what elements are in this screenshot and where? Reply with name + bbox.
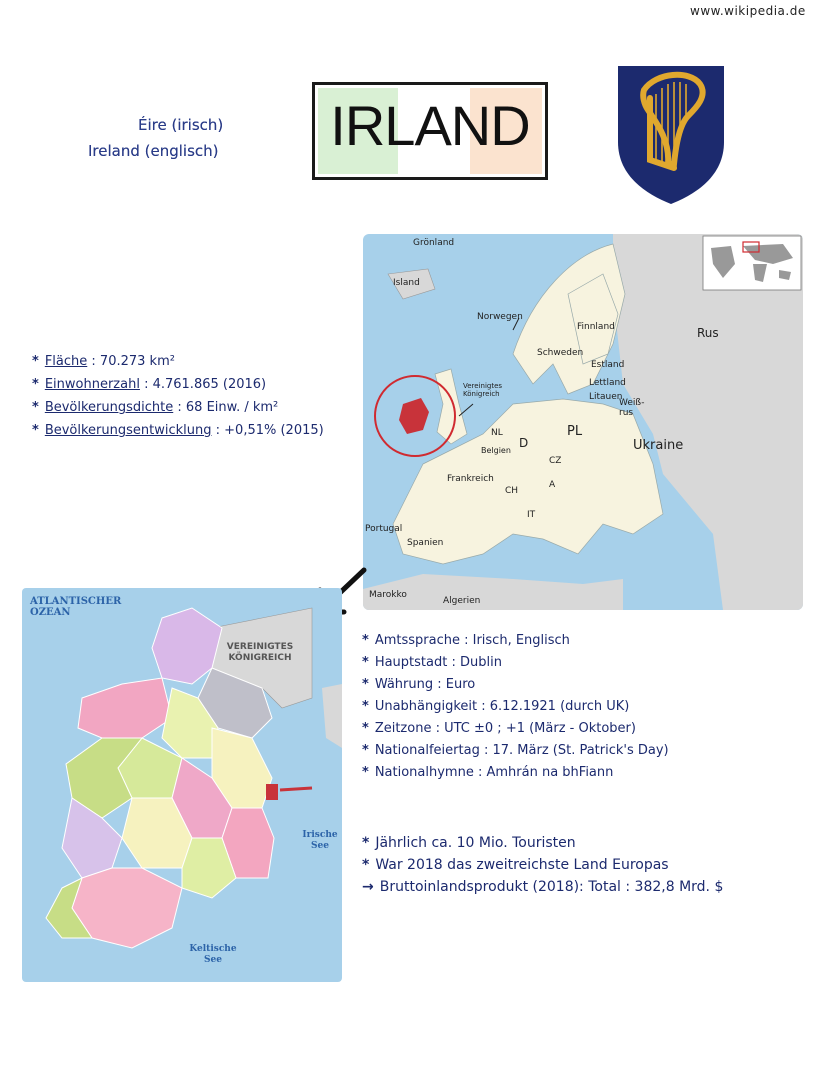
name-english: Ireland (englisch) <box>88 142 219 160</box>
map-label: Island <box>393 278 420 288</box>
fact-population-growth: * Bevölkerungsentwicklung : +0,51% (2015) <box>32 423 324 438</box>
map-label: Schweden <box>537 348 584 358</box>
fact-wealth-rank: * War 2018 das zweitreichste Land Europas <box>362 857 669 873</box>
map-label: Belgien <box>481 446 511 455</box>
map-label: Marokko <box>369 590 407 600</box>
fact-national-anthem: * Nationalhymne : Amhrán na bhFiann <box>362 765 614 780</box>
harp-coat-of-arms-icon <box>616 64 726 206</box>
flag-title-box <box>312 82 548 180</box>
fact-currency: * Währung : Euro <box>362 677 476 692</box>
map-label: Litauen <box>589 392 623 402</box>
map-label: A <box>549 480 556 490</box>
map-label: Lettland <box>589 378 626 388</box>
map-label: Estland <box>591 360 625 370</box>
map-label: Spanien <box>407 538 444 548</box>
map-label: PL <box>567 424 583 439</box>
fact-capital: * Hauptstadt : Dublin <box>362 655 502 670</box>
facts-right <box>362 630 669 784</box>
fact-official-language: * Amtssprache : Irisch, Englisch <box>362 633 570 648</box>
atlantic-ocean-label: ATLANTISCHER OZEAN <box>30 596 122 618</box>
fact-gdp: → Bruttoinlandsprodukt (2018): Total : 382,8 Mrd. $ <box>362 879 724 895</box>
country-names <box>88 112 223 164</box>
map-label: Weiß-rus <box>619 398 645 418</box>
fact-tourists: * Jährlich ca. 10 Mio. Touristen <box>362 835 576 851</box>
europe-map <box>363 234 803 610</box>
map-label: NL <box>491 428 503 438</box>
fact-density: * Bevölkerungsdichte : 68 Einw. / km² <box>32 400 279 415</box>
facts-left <box>32 350 324 442</box>
map-label: CZ <box>549 456 562 466</box>
fact-area: * Fläche : 70.273 km² <box>32 354 175 369</box>
fact-national-holiday: * Nationalfeiertag : 17. März (St. Patrick's Day) <box>362 743 669 758</box>
map-label: Ukraine <box>633 438 684 453</box>
flag-title: IRLAND <box>330 94 530 157</box>
map-label: Vereinigtes Königreich <box>463 382 503 398</box>
ireland-map <box>22 588 342 982</box>
map-label: Norwegen <box>477 312 523 322</box>
map-label: D <box>519 436 529 450</box>
fact-independence: * Unabhängigkeit : 6.12.1921 (durch UK) <box>362 699 630 714</box>
europe-map-shapes <box>363 234 803 610</box>
map-label: IT <box>527 510 536 520</box>
uk-label: VEREINIGTES KÖNIGREICH <box>226 642 294 663</box>
map-label: Finnland <box>577 322 615 332</box>
map-label: Portugal <box>365 524 403 534</box>
source-url: www.wikipedia.de <box>690 4 806 18</box>
name-irish: Éire (irisch) <box>138 116 224 134</box>
facts-bottom <box>362 832 723 898</box>
irish-sea-label: Irische See <box>302 830 338 851</box>
fact-population: * Einwohnerzahl : 4.761.865 (2016) <box>32 377 267 392</box>
map-label: Frankreich <box>447 474 494 484</box>
map-label: Algerien <box>443 596 481 606</box>
fact-timezone: * Zeitzone : UTC ±0 ; +1 (März - Oktober) <box>362 721 636 736</box>
map-label: Rus <box>697 326 719 340</box>
map-label: CH <box>505 486 519 496</box>
celtic-sea-label: Keltische See <box>189 944 237 965</box>
map-label: Grönland <box>413 238 455 248</box>
